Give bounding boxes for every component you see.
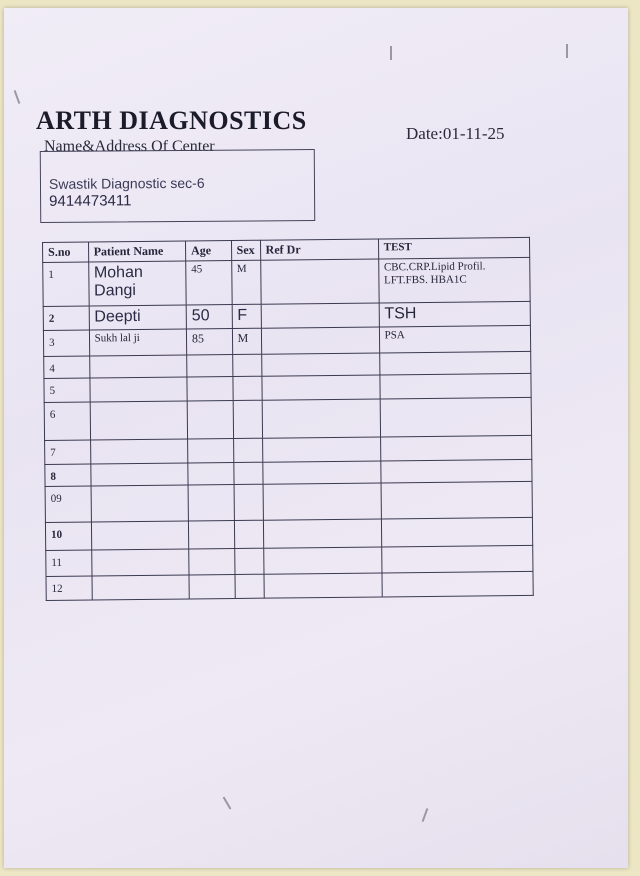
row-test <box>379 351 531 375</box>
row-sex <box>234 548 263 574</box>
col-header-sno: S.no <box>43 242 89 262</box>
row-age: 85 <box>186 329 232 355</box>
row-ref-dr <box>263 483 381 520</box>
col-header-sex: Sex <box>231 240 260 260</box>
staple-mark <box>422 808 429 822</box>
table-row <box>45 481 532 522</box>
col-header-age: Age <box>185 241 231 261</box>
row-patient-name <box>91 485 189 522</box>
center-address-box <box>40 149 315 223</box>
row-age <box>188 521 234 549</box>
row-patient-name <box>91 549 189 576</box>
staple-mark <box>566 44 568 58</box>
row-test: TSH <box>379 301 531 327</box>
row-patient-name <box>90 401 188 440</box>
row-patient-name <box>90 463 188 486</box>
row-sex <box>233 462 262 484</box>
row-sno: 2 <box>43 306 89 330</box>
row-test <box>380 373 532 399</box>
staple-mark <box>390 46 392 60</box>
row-sex <box>234 484 263 520</box>
row-sno: 3 <box>43 330 89 356</box>
row-age: 45 <box>186 261 232 305</box>
row-patient-name <box>92 575 190 600</box>
row-ref-dr <box>262 399 381 438</box>
row-sex <box>233 438 262 462</box>
row-sno: 1 <box>43 262 89 306</box>
row-age: 50 <box>186 305 232 329</box>
row-ref-dr <box>262 461 380 484</box>
row-sno: 6 <box>44 402 90 440</box>
row-test: PSA <box>379 325 531 353</box>
col-header-patient-name: Patient Name <box>88 241 186 262</box>
row-ref-dr <box>261 353 379 376</box>
row-age <box>189 549 235 575</box>
row-sex <box>232 376 261 400</box>
row-patient-name: Mohan Dangi <box>88 261 186 306</box>
row-ref-dr <box>262 437 380 462</box>
report-date: Date:01-11-25 <box>406 124 505 143</box>
row-patient-name <box>90 439 188 464</box>
row-sno: 7 <box>45 440 91 464</box>
row-ref-dr <box>263 519 381 548</box>
row-sex <box>235 574 264 598</box>
row-age <box>189 575 235 599</box>
row-test <box>381 545 533 573</box>
row-test <box>382 571 534 597</box>
row-sno: 4 <box>44 356 90 378</box>
row-patient-name <box>91 521 189 550</box>
row-sno: 12 <box>46 576 92 600</box>
col-header-test: TEST <box>378 237 530 259</box>
row-test <box>380 435 532 461</box>
col-header-ref-dr: Ref Dr <box>260 239 378 260</box>
row-age <box>187 355 233 377</box>
row-age <box>188 463 234 485</box>
table-row <box>46 571 533 600</box>
row-ref-dr <box>264 573 382 598</box>
center-label: Name&Address Of Center <box>44 138 215 155</box>
row-patient-name: Deepti <box>89 305 187 330</box>
patient-table-wrap <box>42 237 534 601</box>
row-sex <box>234 520 263 548</box>
row-test <box>380 459 532 483</box>
row-sex: F <box>232 304 261 328</box>
row-sex: M <box>232 328 261 354</box>
row-ref-dr <box>260 259 379 304</box>
row-age <box>187 377 233 401</box>
row-ref-dr <box>261 327 379 354</box>
row-sno: 8 <box>45 464 91 486</box>
row-ref-dr <box>261 303 379 328</box>
lab-name: ARTH DIAGNOSTICS <box>36 106 307 135</box>
row-age <box>187 401 233 439</box>
row-patient-name <box>90 377 188 402</box>
row-patient-name: Sukh lal ji <box>89 329 187 356</box>
row-test <box>380 397 532 437</box>
row-age <box>188 439 234 463</box>
table-row <box>43 257 530 306</box>
row-sno: 10 <box>45 522 91 550</box>
staple-mark <box>223 796 232 809</box>
row-patient-name <box>89 355 187 378</box>
row-sno: 09 <box>45 486 91 522</box>
center-name: Swastik Diagnostic sec-6 <box>48 174 205 192</box>
table-row <box>44 397 531 440</box>
row-test: CBC.CRP.Lipid Profil. LFT.FBS. HBA1C <box>378 257 530 303</box>
patient-table <box>42 237 534 601</box>
row-sex: M <box>231 260 260 304</box>
row-age <box>188 485 234 521</box>
row-sex <box>233 400 262 438</box>
row-ref-dr <box>263 547 381 574</box>
row-sex <box>232 354 261 376</box>
row-test <box>381 517 533 547</box>
row-sno: 11 <box>46 550 92 576</box>
row-test <box>381 481 533 519</box>
center-phone: 9414473411 <box>49 192 132 210</box>
row-ref-dr <box>261 375 379 400</box>
row-sno: 5 <box>44 378 90 402</box>
staple-mark <box>14 90 21 104</box>
